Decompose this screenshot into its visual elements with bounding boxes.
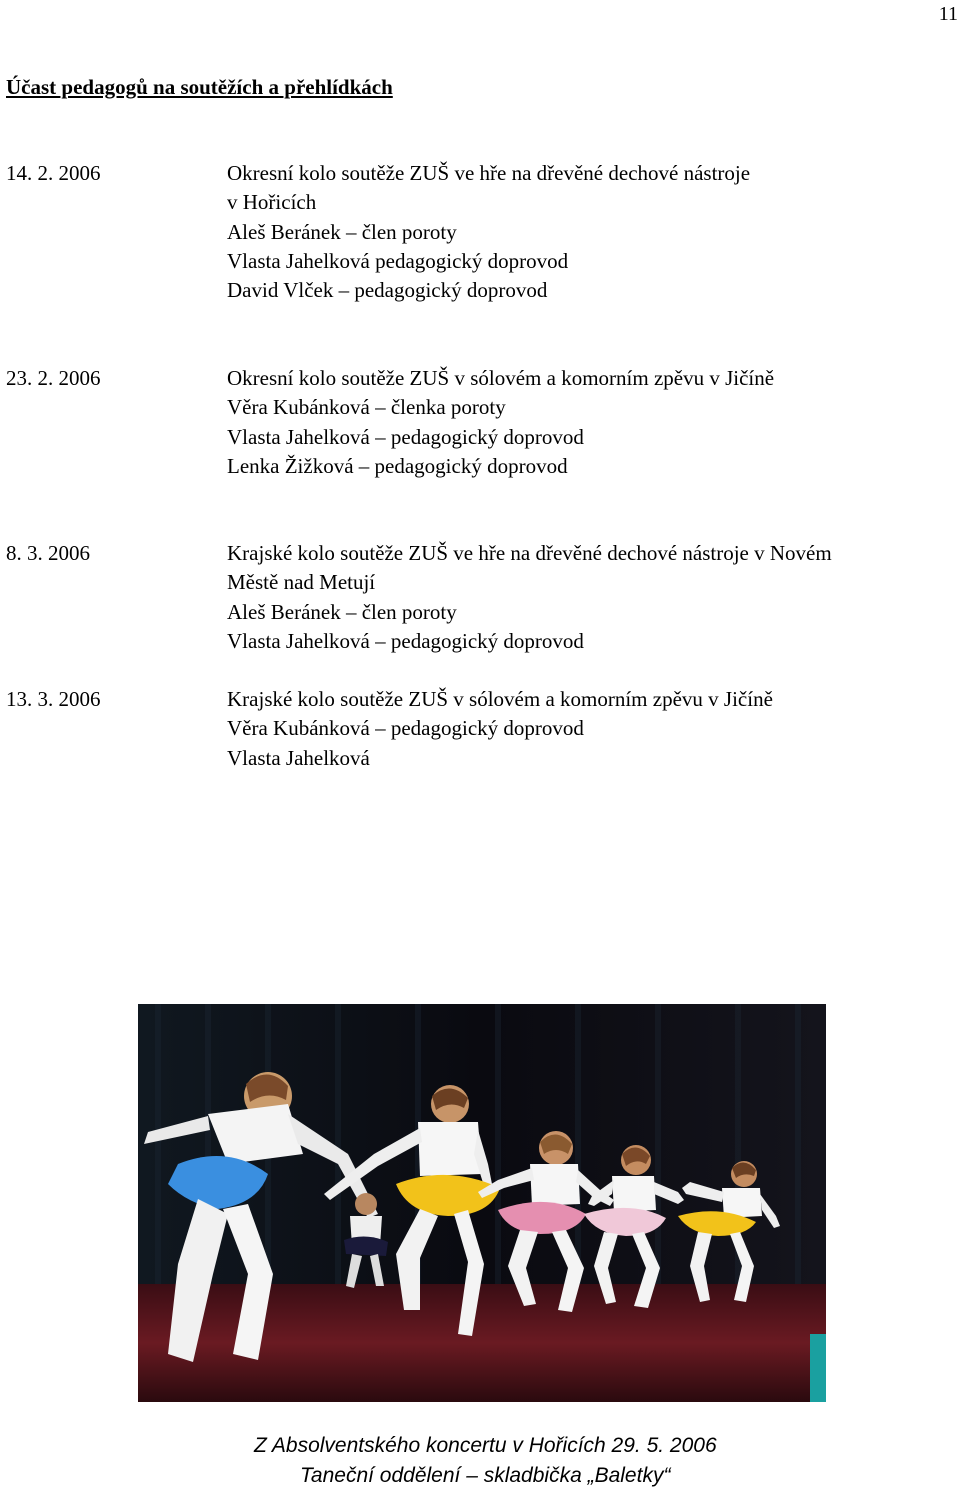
entry-line: Krajské kolo soutěže ZUŠ v sólovém a komorním zpěvu v Jičíně [227,687,773,711]
entry-line: Vlasta Jahelková – pedagogický doprovod [227,628,584,653]
entry-line: Okresní kolo soutěže ZUŠ ve hře na dřevěné dechové nástroje [227,161,751,185]
page-number: 11 [938,3,958,25]
entry-line: Městě nad Metují [227,570,376,595]
entry-line: Okresní kolo soutěže ZUŠ v sólovém a komorním zpěvu v Jičíně [227,366,775,390]
ballet-dancers-photo [138,1004,826,1402]
entry-line: Vlasta Jahelková – pedagogický doprovod [227,424,584,449]
entry-date: 14. 2. 2006 [6,161,101,185]
entry-line: Lenka Žižková – pedagogický doprovod [227,453,568,478]
entry-details [227,364,960,481]
entry-line: Krajské kolo soutěže ZUŠ ve hře na dřevěné dechové nástroje v Novém [227,541,832,565]
entry-date: 8. 3. 2006 [6,541,90,565]
entry-line: v Hořicích [227,190,317,215]
entry-line: Věra Kubánková – členka poroty [227,395,506,420]
caption-line-2: Taneční oddělení – skladbička „Baletky“ [300,1464,671,1487]
section-heading: Účast pedagogů na soutěžích a přehlídkách [6,75,393,99]
entry-date: 23. 2. 2006 [6,366,101,390]
entry-line: Aleš Beránek – člen poroty [227,219,457,244]
entry-details [227,159,960,305]
entry-date: 13. 3. 2006 [6,687,101,711]
entry-line: Aleš Beránek – člen poroty [227,599,457,624]
entry-line: David Vlček – pedagogický doprovod [227,278,548,303]
caption-line-1: Z Absolventského koncertu v Hořicích 29. 5. 2006 [254,1434,717,1457]
entry-line: Vlasta Jahelková pedagogický doprovod [227,248,569,273]
entry-line: Věra Kubánková – pedagogický doprovod [227,716,584,741]
entry-line: Vlasta Jahelková [227,745,370,770]
entry-details [227,685,960,773]
entry-details [227,539,960,656]
